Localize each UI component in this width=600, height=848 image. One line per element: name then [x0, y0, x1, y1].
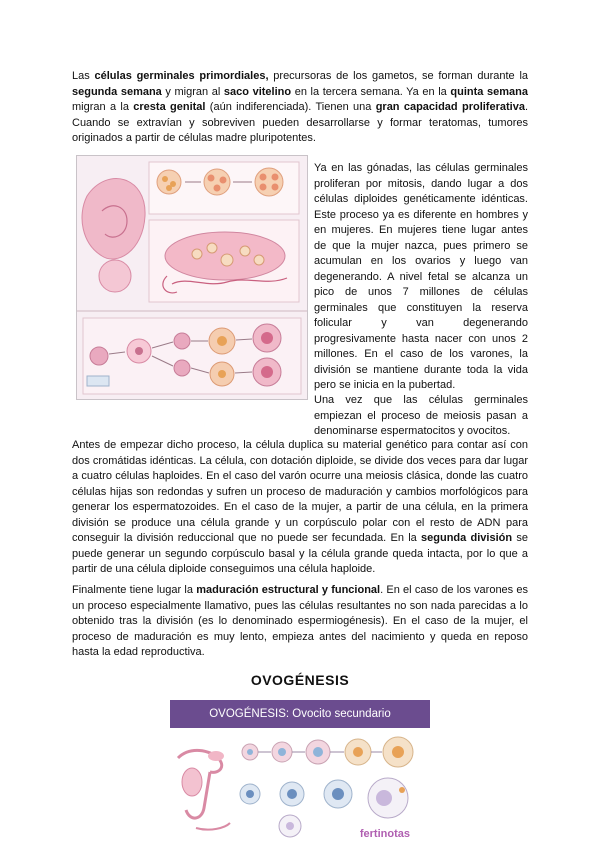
text-span: (aún indiferenciada). Tienen una — [205, 101, 376, 113]
bold-term: quinta semana — [450, 85, 528, 98]
embryo-gametogenesis-figure — [76, 155, 308, 400]
paragraph-germinal-cells — [72, 69, 528, 147]
ovogenesis-figure — [170, 700, 430, 843]
text-span: Antes de empezar dicho proceso, la célula duplica su material genético para contar así con dos cromátidas idénticas. La célula, con dotación diploide, se divide dos veces para dar lugar a cuatro células haploides. En el caso del varón ocurre una meiosis clásica, donde las cuatro células hijas son redondas y sufren un proceso de maduración y cambios morfológicos para generar los espermatozoides. En el caso de la mujer, a partir de una célula, en la primera división se produce una célula grande y un corpúsculo polar con el resto de ADN para conseguir la división reduccional que no puede ser fecundada. En la — [72, 439, 528, 544]
section-heading-ovogenesis: OVOGÉNESIS — [250, 672, 350, 688]
text-span: en la tercera semana. Ya en la — [291, 85, 451, 98]
paragraph-maturation — [72, 583, 528, 661]
text-span: Las — [72, 70, 95, 82]
bold-term: gran capacidad proliferativa — [375, 101, 525, 113]
bold-term: saco vitelino — [223, 85, 292, 98]
paragraph-mitosis: Ya en las gónadas, las células germinales proliferan por mitosis, dando lugar a dos células diploides genéticamente idénticas. Este proceso ya es diferente en hombres y en mujeres. En mujeres tiene lugar antes de que la mujer nazca, pues primero se acumulan en los ovarios y luego van degenerando. A nivel fetal se alcanza un pico de unos 7 millones de células germinales que constituyen la reserva folicular y van degenerando progresivamente hasta nacer con unos 2 millones. En el caso de los varones, la división se mantiene durante toda la vida pero se inicia en la pubertad. — [314, 162, 528, 391]
ovocyte-illustration — [170, 728, 430, 843]
text-span: . Cuando se extravían y sobreviven pueden desarrollarse y formar teratomas, tumores originados a partir de células madre pluripotentes. — [72, 101, 528, 144]
text-span: migran a la — [72, 101, 134, 113]
paragraph-meiosis — [72, 438, 528, 578]
bold-term: segunda división — [421, 532, 513, 544]
text-span: se puede generar un segundo corpúsculo basal y la célula grande queda intacta, por lo que a partir de una célula diploide conseguimos una célula haploide. — [72, 532, 528, 575]
brand-logo: fertinotas — [359, 828, 410, 840]
text-span: . En el caso de los varones es un proceso especialmente llamativo, pues las células resultantes no son nada parecidas a lo obtenido tras la división (es lo denominado espermiogénesis). En el caso de la mujer, el proceso de maduración es muy lento, empieza antes del nacimiento y queda en reposo hasta la edad reproductiva. — [72, 584, 529, 658]
text-span: precursoras de los gametos, se forman durante la — [268, 70, 529, 82]
bold-term: maduración estructural y funcional — [196, 584, 381, 596]
text-span: y migran al — [161, 85, 224, 98]
paragraph-meiosis-start: Una vez que las células germinales empiezan el proceso de meiosis pasan a denominarse espermatocitos y ovocitos. — [314, 394, 528, 437]
bold-term: segunda semana — [72, 85, 162, 98]
bold-term: cresta genital — [133, 101, 206, 113]
embryo-illustration — [77, 156, 307, 399]
figure-header: OVOGÉNESIS: Ovocito secundario — [170, 700, 430, 728]
text-span: Finalmente tiene lugar la — [72, 584, 197, 596]
bold-term: células germinales primordiales, — [94, 70, 269, 82]
